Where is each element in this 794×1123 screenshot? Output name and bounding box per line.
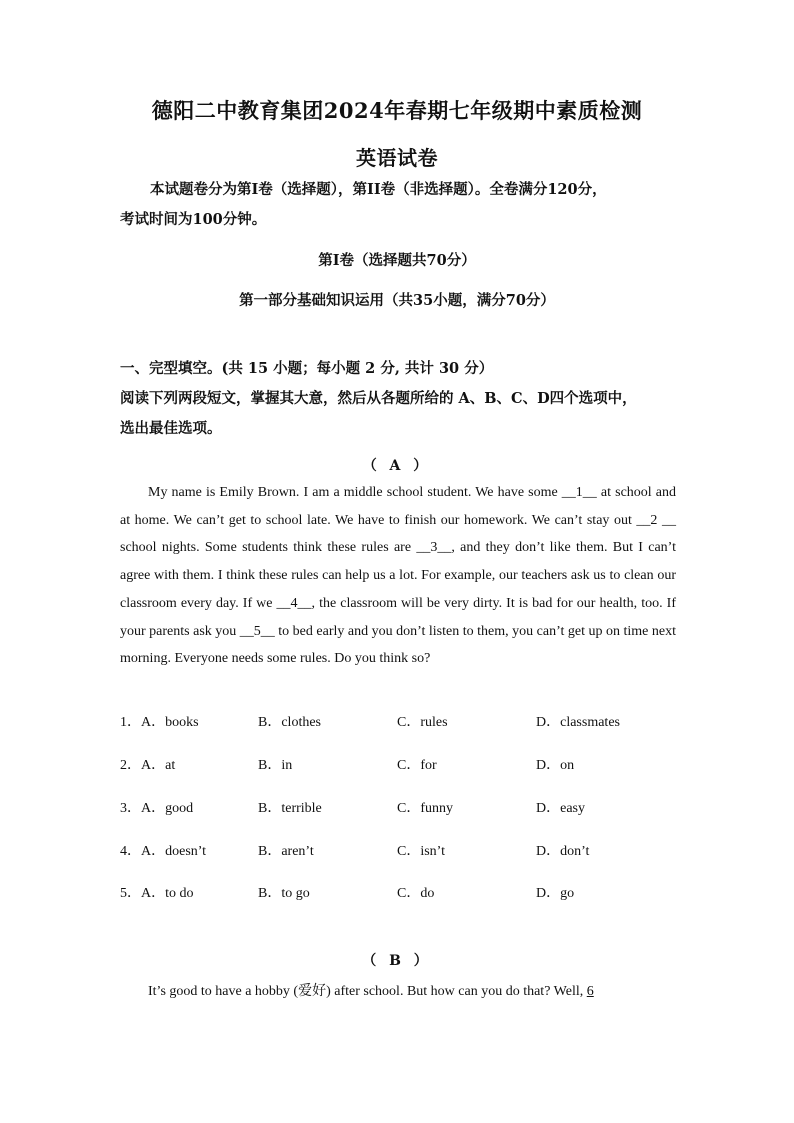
question-3-option-a[interactable]: 3．A．good: [120, 801, 194, 816]
exam-subtitle: 英语试卷: [356, 146, 438, 170]
question-row: [120, 711, 680, 731]
question-4-option-a[interactable]: 4．A．doesn’t: [120, 844, 207, 859]
question-4-option-c[interactable]: C．isn’t: [397, 844, 445, 859]
question-5-option-d[interactable]: D．go: [536, 886, 575, 901]
passage-a: [120, 479, 676, 673]
question-4-option-b[interactable]: B．aren’t: [258, 844, 314, 859]
question-2-option-d[interactable]: D．on: [536, 758, 575, 773]
question-4-option-d[interactable]: D．don’t: [536, 844, 590, 859]
question-2-option-a[interactable]: 2．A．at: [120, 758, 176, 773]
question-3-option-d[interactable]: D．easy: [536, 801, 585, 816]
passage-a-label: （ A ）: [362, 458, 432, 474]
question-2-option-c[interactable]: C．for: [397, 758, 437, 773]
question-1-option-d[interactable]: D．classmates: [536, 715, 620, 730]
exam-intro: [120, 175, 680, 235]
passage-b-label: （ B ）: [362, 953, 432, 969]
question-5-option-a[interactable]: 5．A．to do: [120, 886, 194, 901]
passage-a-text: My name is Emily Brown. I am a middle school student. We have some __1__ at school and at home. We can’t get to school late. We have to finish our homework. We can’t stay out __2 __ school nights. Some students think these rules are __3__, and they don’t like them. But I can’t agree with them. I think these rules can help us a lot. For example, our teachers ask us to clean our classroom every day. If we __4__, the classroom will be very dirty. It is bad for our health, too. If your parents ask you __5__ to bed early and you don’t listen to them, you can’t get up on time next morning. Everyone needs some rules. Do you think so?: [120, 485, 676, 667]
section-instruction-2: 选出最佳选项。: [120, 420, 222, 437]
volume-heading: 第I卷（选择题共70分）: [318, 252, 476, 269]
question-row: [120, 840, 680, 860]
intro-line-1: 本试题卷分为第I卷（选择题），第II卷（非选择题）。全卷满分120分，: [150, 181, 607, 198]
question-5-option-b[interactable]: B．to go: [258, 886, 310, 901]
passage-b: [120, 978, 676, 1006]
section-title: 一、完型填空。(共 15 小题；每小题 2 分, 共计 30 分）: [120, 360, 494, 377]
question-row: [120, 754, 680, 774]
question-5-option-c[interactable]: C．do: [397, 886, 435, 901]
part-heading: 第一部分基础知识运用（共35小题，满分70分）: [239, 292, 555, 309]
passage-b-text: It’s good to have a hobby (爱好) after school. But how can you do that? Well,: [148, 984, 587, 999]
question-2-option-b[interactable]: B．in: [258, 758, 293, 773]
section-cloze: [120, 354, 680, 444]
question-1-option-c[interactable]: C．rules: [397, 715, 448, 730]
question-row: [120, 797, 680, 817]
blank-6: 6: [586, 984, 594, 999]
question-3-option-b[interactable]: B．terrible: [258, 801, 322, 816]
question-1-option-a[interactable]: 1．A．books: [120, 715, 199, 730]
question-3-option-c[interactable]: C．funny: [397, 801, 453, 816]
question-row: [120, 882, 680, 902]
question-1-option-b[interactable]: B．clothes: [258, 715, 321, 730]
exam-title: 德阳二中教育集团2024年春期七年级期中素质检测: [151, 98, 643, 123]
section-instruction-1: 阅读下列两段短文，掌握其大意，然后从各题所给的 A、B、C、D四个选项中，: [120, 390, 637, 407]
intro-line-2: 考试时间为100分钟。: [120, 211, 267, 228]
